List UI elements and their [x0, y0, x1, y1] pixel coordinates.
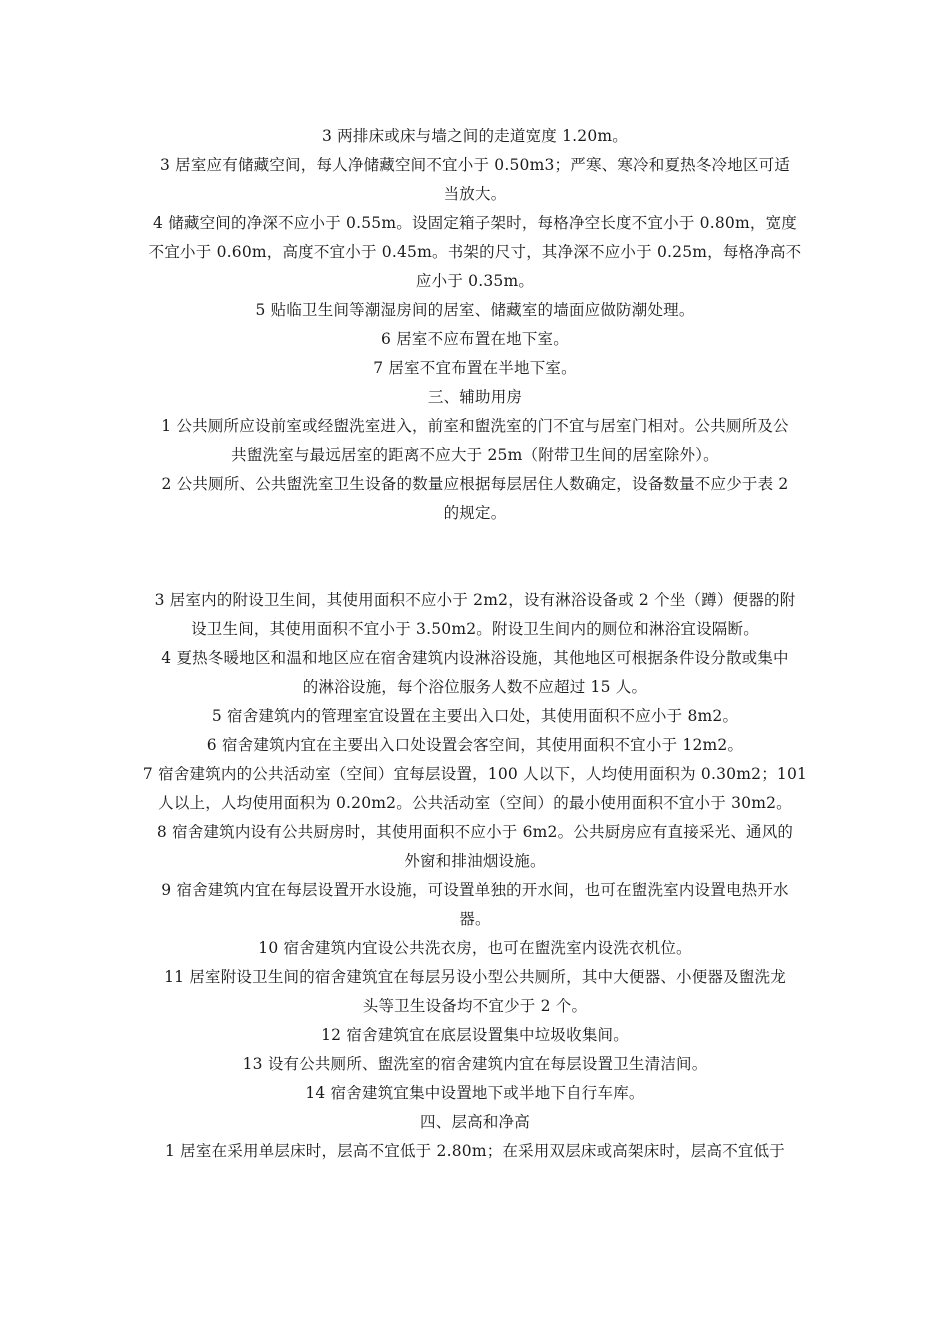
paragraph [140, 1050, 810, 1079]
document-section-top [140, 122, 810, 528]
text-line: 11 居室附设卫生间的宿舍建筑宜在每层另设小型公共厕所，其中大便器、小便器及盥洗龙 [164, 968, 786, 986]
document-page [140, 122, 810, 1166]
text-line: 设卫生间，其使用面积不宜小于 3.50m2。附设卫生间内的厕位和淋浴宜设隔断。 [191, 620, 759, 638]
text-line: 3 居室内的附设卫生间，其使用面积不应小于 2m2，设有淋浴设备或 2 个坐（蹲）便器的附 [154, 591, 796, 609]
text-line: 7 居室不宜布置在半地下室。 [373, 359, 577, 377]
paragraph [140, 122, 810, 151]
paragraph [140, 470, 810, 528]
text-line: 9 宿舍建筑内宜在每层设置开水设施，可设置单独的开水间，也可在盥洗室内设置电热开水 [161, 881, 789, 899]
text-line: 8 宿舍建筑内设有公共厨房时，其使用面积不应小于 6m2。公共厨房应有直接采光、通风的 [156, 823, 794, 841]
text-line: 5 宿舍建筑内的管理室宜设置在主要出入口处，其使用面积不应小于 8m2。 [211, 707, 739, 725]
text-line: 的规定。 [443, 504, 507, 522]
paragraph [140, 412, 810, 470]
text-line: 的淋浴设施，每个浴位服务人数不应超过 15 人。 [302, 678, 648, 696]
text-line: 外窗和排油烟设施。 [404, 852, 546, 870]
text-line: 2 公共厕所、公共盥洗室卫生设备的数量应根据每层居住人数确定，设备数量不应少于表 2 [161, 475, 789, 493]
text-line: 不宜小于 0.60m，高度不宜小于 0.45m。书架的尺寸，其净深不应小于 0.25m，每格净高不 [148, 243, 802, 261]
paragraph [140, 876, 810, 934]
paragraph [140, 644, 810, 702]
paragraph [140, 1137, 810, 1166]
text-line: 头等卫生设备均不宜少于 2 个。 [362, 997, 588, 1015]
paragraph [140, 963, 810, 1021]
text-line: 10 宿舍建筑内宜设公共洗衣房，也可在盥洗室内设洗衣机位。 [258, 939, 692, 957]
paragraph [140, 702, 810, 731]
text-line: 13 设有公共厕所、盥洗室的宿舍建筑内宜在每层设置卫生清洁间。 [242, 1055, 708, 1073]
text-line: 14 宿舍建筑宜集中设置地下或半地下自行车库。 [305, 1084, 645, 1102]
text-line: 3 两排床或床与墙之间的走道宽度 1.20m。 [321, 127, 629, 145]
text-line: 4 储藏空间的净深不应小于 0.55m。设固定箱子架时，每格净空长度不宜小于 0.80m，宽度 [153, 214, 797, 232]
paragraph [140, 1079, 810, 1108]
document-section-bottom [140, 586, 810, 1166]
paragraph [140, 818, 810, 876]
text-line: 四、层高和净高 [420, 1113, 530, 1131]
paragraph [140, 296, 810, 325]
text-line: 7 宿舍建筑内的公共活动室（空间）宜每层设置，100 人以下，人均使用面积为 0.30m2；101 [142, 765, 808, 783]
paragraph [140, 934, 810, 963]
text-line: 器。 [459, 910, 491, 928]
table-gap [140, 528, 810, 586]
text-line: 三、辅助用房 [427, 388, 523, 406]
paragraph [140, 354, 810, 383]
paragraph [140, 1021, 810, 1050]
text-line: 当放大。 [443, 185, 507, 203]
paragraph [140, 760, 810, 818]
paragraph [140, 151, 810, 209]
text-line: 1 公共厕所应设前室或经盥洗室进入，前室和盥洗室的门不宜与居室门相对。公共厕所及公 [161, 417, 789, 435]
text-line: 12 宿舍建筑宜在底层设置集中垃圾收集间。 [321, 1026, 629, 1044]
text-line: 6 宿舍建筑内宜在主要出入口处设置会客空间，其使用面积不宜小于 12m2。 [206, 736, 744, 754]
section-heading [140, 1108, 810, 1137]
paragraph [140, 731, 810, 760]
text-line: 人以上，人均使用面积为 0.20m2。公共活动室（空间）的最小使用面积不宜小于 30m2。 [158, 794, 792, 812]
text-line: 6 居室不应布置在地下室。 [381, 330, 569, 348]
paragraph [140, 325, 810, 354]
text-line: 5 贴临卫生间等潮湿房间的居室、储藏室的墙面应做防潮处理。 [255, 301, 695, 319]
paragraph [140, 586, 810, 644]
section-heading [140, 383, 810, 412]
text-line: 3 居室应有储藏空间，每人净储藏空间不宜小于 0.50m3；严寒、寒冷和夏热冬冷地区可适 [159, 156, 791, 174]
text-line: 共盥洗室与最远居室的距离不应大于 25m（附带卫生间的居室除外）。 [231, 446, 719, 464]
text-line: 1 居室在采用单层床时，层高不宜低于 2.80m；在采用双层床或高架床时，层高不宜低于 [164, 1142, 786, 1160]
text-line: 4 夏热冬暖地区和温和地区应在宿舍建筑内设淋浴设施，其他地区可根据条件设分散或集中 [161, 649, 789, 667]
text-line: 应小于 0.35m。 [415, 272, 535, 290]
paragraph [140, 209, 810, 296]
